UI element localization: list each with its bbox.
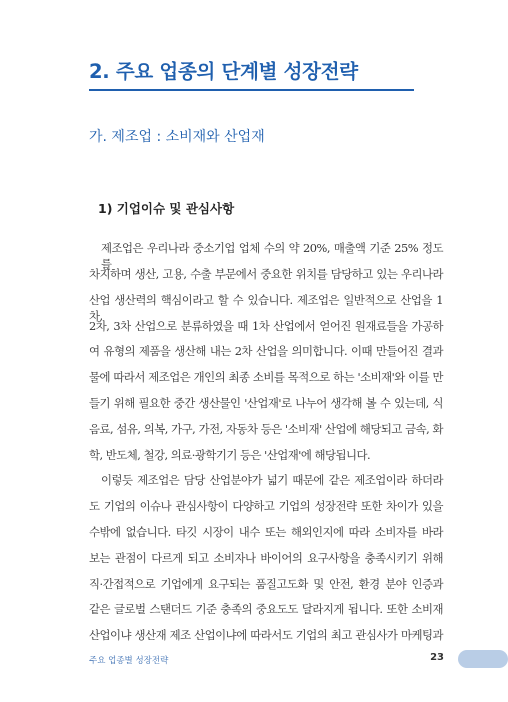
- paragraph-line: 학, 반도체, 철강, 의료·광학기기 등은 '산업재'에 해당됩니다.: [89, 448, 371, 462]
- subsection-title: 1) 기업이슈 및 관심사항: [98, 201, 235, 216]
- paragraph-line: 차지하며 생산, 고용, 수출 부문에서 중요한 위치를 담당하고 있는 우리나라: [89, 267, 443, 281]
- paragraph-line: 보는 관점이 다르게 되고 소비자나 바이어의 요구사항을 충족시키기 위해: [89, 551, 443, 565]
- paragraph-line: 산업이냐 생산재 제조 산업이냐에 따라서도 기업의 최고 관심사가 마케팅과: [89, 628, 443, 642]
- footer-running-title: 주요 업종별 성장전략: [89, 656, 169, 666]
- title-underline: [89, 89, 414, 91]
- paragraph-line: 산업 생산력의 핵심이라고 할 수 있습니다. 제조업은 일반적으로 산업을 1차,: [89, 293, 443, 323]
- paragraph-line: 수밖에 없습니다. 타깃 시장이 내수 또는 해외인지에 따라 소비자를 바라: [89, 525, 443, 539]
- paragraph-line: 같은 글로벌 스탠더드 기준 충족의 중요도도 달라지게 됩니다. 또한 소비재: [89, 602, 443, 616]
- page-tab-decoration: [458, 650, 508, 668]
- paragraph-line: 들기 위해 필요한 중간 생산물인 '산업재'로 나누어 생각해 볼 수 있는데, 식: [89, 396, 443, 410]
- paragraph-line: 여 유형의 제품을 생산해 내는 2차 산업을 의미합니다. 이때 만들어진 결과: [89, 344, 443, 358]
- page-number: 23: [430, 652, 444, 663]
- paragraph-line: 도 기업의 이슈나 관심사항이 다양하고 기업의 성장전략 또한 차이가 있을: [89, 499, 443, 513]
- paragraph-line: 2차, 3차 산업으로 분류하였을 때 1차 산업에서 얻어진 원재료들을 가공하: [89, 319, 443, 333]
- paragraph-line: 이렇듯 제조업은 담당 산업분야가 넓기 때문에 같은 제조업이라 하더라: [101, 473, 443, 487]
- chapter-title: 2. 주요 업종의 단계별 성장전략: [89, 60, 358, 83]
- paragraph-line: 직·간접적으로 기업에게 요구되는 품질고도화 및 안전, 환경 분야 인증과: [89, 577, 443, 591]
- paragraph-line: 제조업은 우리나라 중소기업 업체 수의 약 20%, 매출액 기준 25% 정도를: [101, 241, 443, 271]
- paragraph-line: 음료, 섬유, 의복, 가구, 가전, 자동차 등은 '소비재' 산업에 해당되고 금속, 화: [89, 422, 443, 436]
- paragraph-line: 물에 따라서 제조업은 개인의 최종 소비를 목적으로 하는 '소비재'와 이를 만: [89, 370, 443, 384]
- section-title: 가. 제조업 : 소비재와 산업재: [89, 129, 265, 145]
